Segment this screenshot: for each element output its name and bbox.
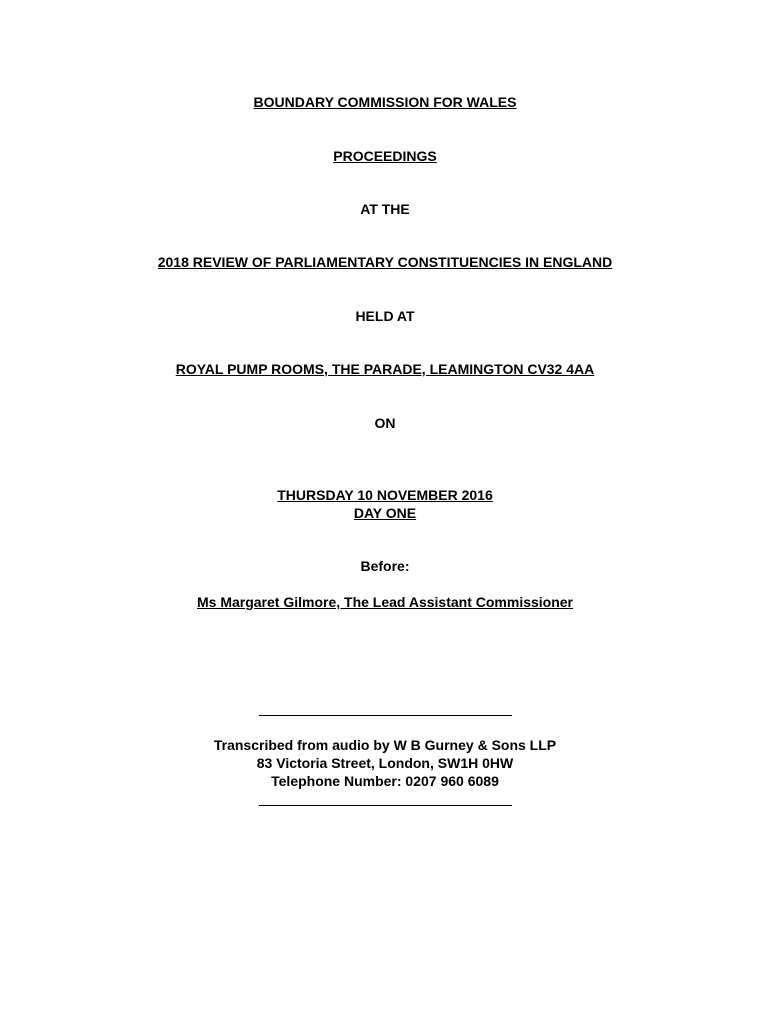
on-heading: ON: [374, 415, 396, 431]
at-the-heading: AT THE: [360, 201, 410, 217]
top-divider: [259, 715, 512, 716]
held-at-heading: HELD AT: [355, 308, 415, 324]
commissioner-name: Ms Margaret Gilmore, The Lead Assistant Commissioner: [196, 594, 574, 610]
review-heading: 2018 REVIEW OF PARLIAMENTARY CONSTITUENCIES IN ENGLAND: [157, 254, 613, 270]
proceedings-heading: PROCEEDINGS: [333, 148, 437, 164]
before-label: Before:: [360, 558, 410, 574]
date-heading: THURSDAY 10 NOVEMBER 2016: [277, 487, 493, 503]
telephone-line: Telephone Number: 0207 960 6089: [271, 773, 499, 789]
transcriber-line: Transcribed from audio by W B Gurney & Sons LLP: [213, 737, 557, 753]
organisation-heading: BOUNDARY COMMISSION FOR WALES: [253, 94, 517, 110]
day-heading: DAY ONE: [353, 505, 417, 521]
bottom-divider: [259, 805, 512, 806]
venue-heading: ROYAL PUMP ROOMS, THE PARADE, LEAMINGTON CV32 4AA: [175, 361, 595, 377]
address-line: 83 Victoria Street, London, SW1H 0HW: [256, 755, 514, 771]
